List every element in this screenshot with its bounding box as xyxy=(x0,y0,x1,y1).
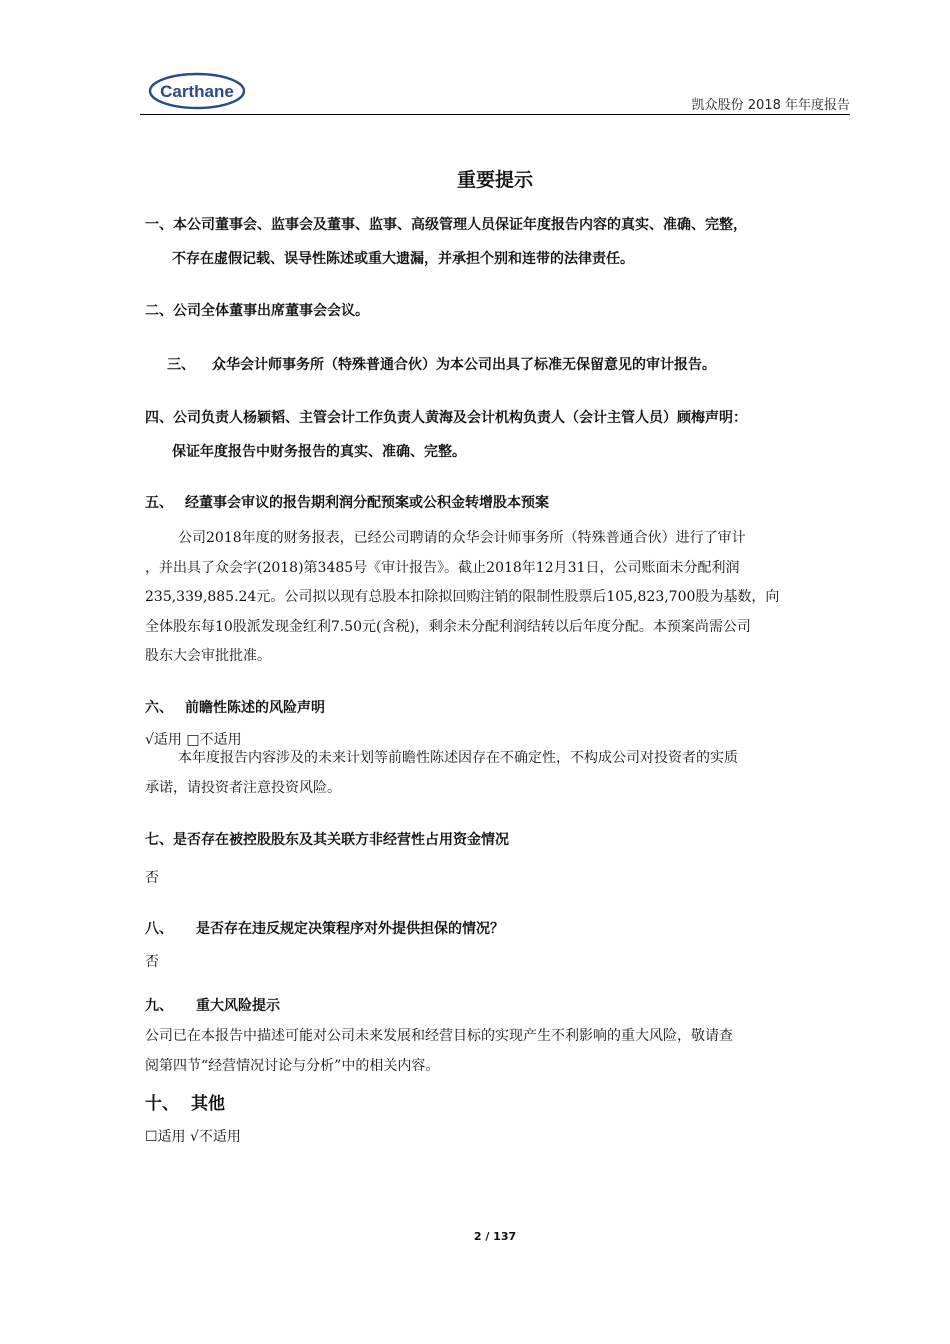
header-title: 凯众股份 2018 年年度报告 xyxy=(691,98,850,113)
section-8-answer: 否 xyxy=(145,954,159,970)
section-6-heading: 前瞻性陈述的风险声明 xyxy=(185,700,325,716)
section-7-heading: 七、是否存在被控股股东及其关联方非经营性占用资金情况 xyxy=(145,832,509,848)
section-7-answer: 否 xyxy=(145,870,159,886)
section-10-checkbox-line: ☐适用 √不适用 xyxy=(145,1129,241,1145)
section-1-line-2: 不存在虚假记载、误导性陈述或重大遗漏，并承担个别和连带的法律责任。 xyxy=(172,251,634,267)
section-3-number: 三、 xyxy=(167,357,195,373)
paragraph-line: 全体股东每10股派发现金红利7.50元(含税)，剩余未分配利润结转以后年度分配。本预案尚需公司 xyxy=(145,618,751,635)
section-10-heading: 其他 xyxy=(191,1094,225,1114)
section-8-number: 八、 xyxy=(145,921,173,937)
section-6-number: 六、 xyxy=(145,700,173,716)
logo-text: Carthane xyxy=(160,82,234,101)
section-2: 二、公司全体董事出席董事会会议。 xyxy=(145,303,369,319)
section-5-number: 五、 xyxy=(145,495,173,511)
paragraph-line: 公司2018年度的财务报表，已经公司聘请的众华会计师事务所（特殊普通合伙）进行了审计 xyxy=(178,530,746,546)
paragraph-line: ，并出具了众会字(2018)第3485号《审计报告》。截止2018年12月31日，公司账面未分配利润 xyxy=(145,559,740,576)
section-5-heading: 经董事会审议的报告期利润分配预案或公积金转增股本预案 xyxy=(185,495,549,511)
section-6-paragraph xyxy=(145,744,850,803)
section-4-line-2: 保证年度报告中财务报告的真实、准确、完整。 xyxy=(172,444,466,460)
section-8-heading: 是否存在违反规定决策程序对外提供担保的情况？ xyxy=(196,921,504,937)
page-title: 重要提示 xyxy=(456,169,533,191)
section-1-line-1: 一、本公司董事会、监事会及董事、监事、高级管理人员保证年度报告内容的真实、准确、完整， xyxy=(145,217,747,233)
section-3-text: 众华会计师事务所（特殊普通合伙）为本公司出具了标准无保留意见的审计报告。 xyxy=(212,357,716,373)
carthane-logo xyxy=(148,70,246,112)
page-number: 2 / 137 xyxy=(473,1230,517,1243)
paragraph-line: 公司已在本报告中描述可能对公司未来发展和经营目标的实现产生不利影响的重大风险，敬请查 xyxy=(145,1028,733,1044)
section-9-number: 九、 xyxy=(145,998,173,1014)
section-4-line-1: 四、公司负责人杨颖韬、主管会计工作负责人黄海及会计机构负责人（会计主管人员）顾梅声明： xyxy=(145,410,747,426)
paragraph-line: 承诺，请投资者注意投资风险。 xyxy=(145,779,341,796)
paragraph-line: 阅第四节“经营情况讨论与分析”中的相关内容。 xyxy=(145,1057,440,1074)
paragraph-line: 235,339,885.24元。公司拟以现有总股本扣除拟回购注销的限制性股票后105,823,700股为基数，向 xyxy=(145,589,780,605)
paragraph-line: 股东大会审批批准。 xyxy=(145,648,271,664)
section-9-heading: 重大风险提示 xyxy=(196,998,280,1014)
section-9-paragraph xyxy=(145,1022,850,1081)
section-10-number: 十、 xyxy=(145,1094,179,1114)
paragraph-line: 本年度报告内容涉及的未来计划等前瞻性陈述因存在不确定性，不构成公司对投资者的实质 xyxy=(178,750,738,766)
header-divider xyxy=(140,114,850,115)
section-5-paragraph xyxy=(145,524,850,672)
section-6-checkbox-line: √适用 □不适用 xyxy=(145,732,242,748)
